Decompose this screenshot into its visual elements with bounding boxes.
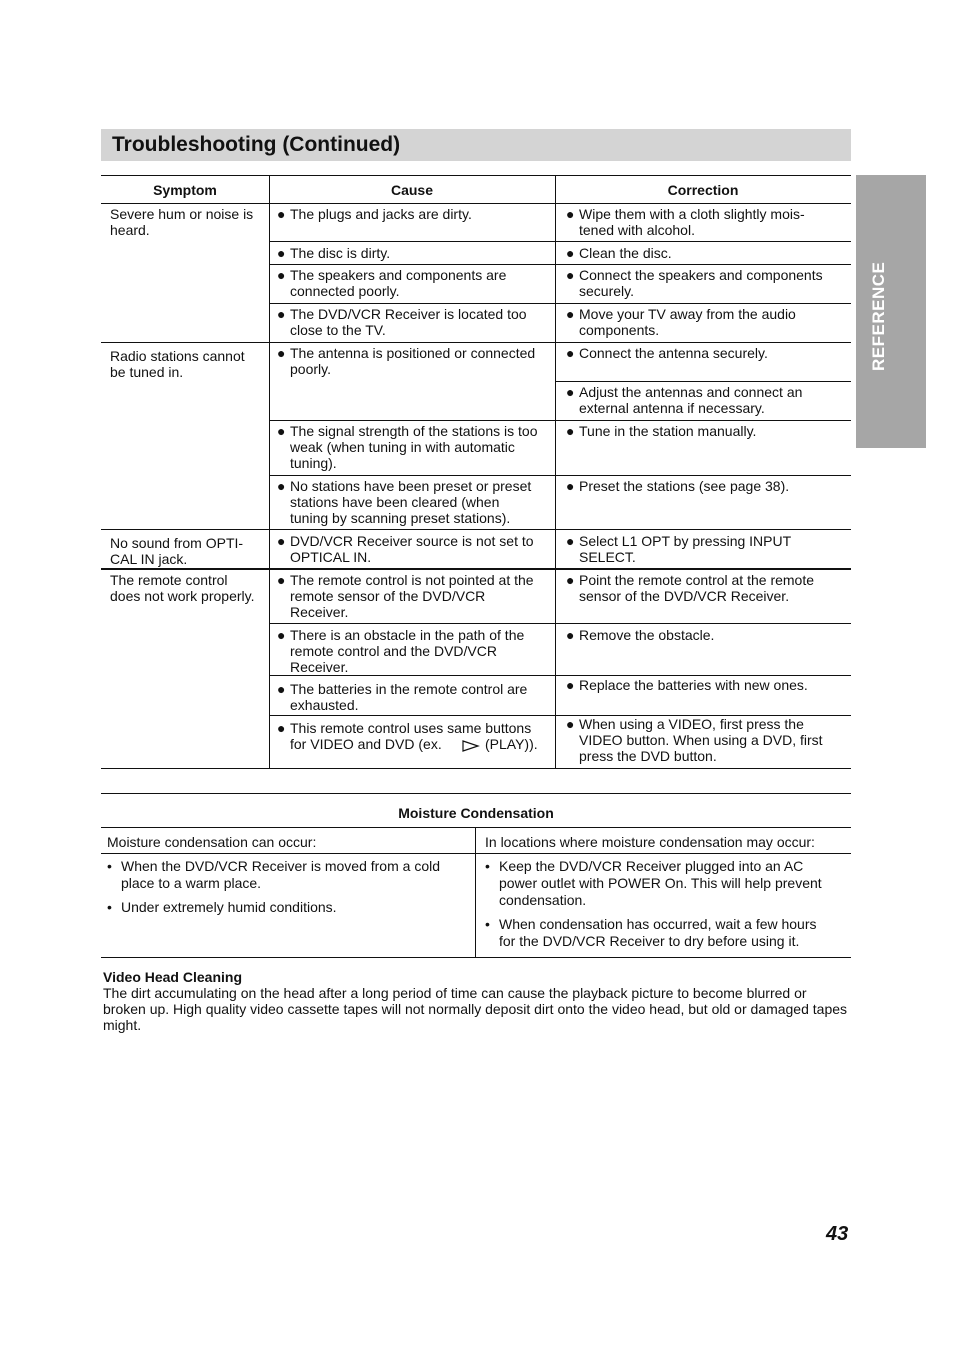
header-correction: Correction xyxy=(667,182,739,198)
section-tab xyxy=(856,175,926,448)
moisture-table: Moisture Condensation Moisture condensation can occur: In locations where moisture condensation may occur: • When the DVD/VCR Receiver is moved from a cold place to a warm place. • Under extremely humid conditions. • Keep the DVD/VCR Receiver plugged into an AC power outlet with POWER On. This will help prevent condensation. • When condensation has occurred, wait a few hours for the DVD/VCR Receiver to dry before using it. xyxy=(101,793,851,958)
row-rule xyxy=(269,475,851,476)
video-head-section xyxy=(103,969,848,1033)
row-rule xyxy=(269,420,851,421)
video-head-body: The dirt accumulating on the head after a long period of time can cause the playback picture to become blurred or broken up. High quality video cassette tapes will not normally deposit dirt onto the video head, but old or damaged tapes might. xyxy=(103,985,848,1033)
play-label: (PLAY)). xyxy=(485,736,538,752)
symptom-cell: Severe hum or noise is heard. xyxy=(110,206,254,238)
play-icon xyxy=(462,740,480,752)
row-rule xyxy=(101,568,851,570)
title-bar xyxy=(101,129,851,161)
row-rule xyxy=(101,529,851,530)
symptom-cell: No sound from OPTI- CAL IN jack. xyxy=(110,535,244,567)
troubleshooting-table: Symptom Cause Correction Severe hum or noise is heard. Radio stations cannot be tuned in. No sound from OPTI- CAL IN jack. The remote control does not work properly. ● The plugs and jacks are dirty. ● The disc is dirty. ● The speakers and components are connected poorly. ● The DVD/VCR Receiver is located too close to the TV. ● The antenna is positioned or connected poorly. ● The signal strength of the stations is too weak (when tuning in with automatic tuning). ● No stations have been preset or preset stations have been cleared (when tuning by scanning preset stations). ● DVD/VCR Receiver source is not set to OPTICAL IN. ● The remote control is not pointed at the remote sensor of the DVD/VCR Receiver. ● There is an obstacle in the path of the remote control and the DVD/VCR Receiver. ● The batteries in the remote control are exhausted. ● This remote control uses same buttons for VIDEO and DVD (ex. (PLAY)). ● Wipe them with a cloth slightly mois- tened with alcohol. ● Clean the disc. ● Connect the speakers and components securely. ● Move your TV away from the audio components. ● Connect the antenna securely. ● Adjust the antennas and connect an external antenna if necessary. ● Tune in the station manually. ● Preset the stations (see page 38). ● Select L1 OPT by pressing INPUT SELECT. ● Point the remote control at the remote sensor of the DVD/VCR Receiver. ● Remove the obstacle. ● Replace the batteries with new ones. ● When using a VIDEO, first press the VIDEO button. When using a DVD, first press the DVD button. xyxy=(101,175,851,769)
page-number: 43 xyxy=(826,1223,849,1245)
row-rule xyxy=(101,853,851,854)
row-rule xyxy=(101,827,851,828)
video-head-title: Video Head Cleaning xyxy=(103,969,242,985)
symptom-cell: The remote control does not work properly. xyxy=(110,572,255,604)
row-rule xyxy=(269,623,851,624)
row-rule xyxy=(269,264,851,265)
moisture-left-header: Moisture condensation can occur: xyxy=(107,834,317,850)
symptom-cell: Radio stations cannot be tuned in. xyxy=(110,348,245,380)
page-title: Troubleshooting (Continued) xyxy=(112,133,401,156)
header-cause: Cause xyxy=(390,182,434,198)
moisture-title: Moisture Condensation xyxy=(398,805,554,821)
header-symptom: Symptom xyxy=(153,182,217,198)
header-rule xyxy=(101,203,851,204)
column-divider xyxy=(475,827,476,957)
row-rule xyxy=(555,381,851,382)
moisture-right-header: In locations where moisture condensation may occur: xyxy=(485,834,815,850)
row-rule xyxy=(269,241,851,242)
row-rule xyxy=(269,303,851,304)
row-rule xyxy=(101,342,851,343)
row-rule xyxy=(269,675,851,676)
section-tab-label: REFERENCE xyxy=(869,261,888,371)
